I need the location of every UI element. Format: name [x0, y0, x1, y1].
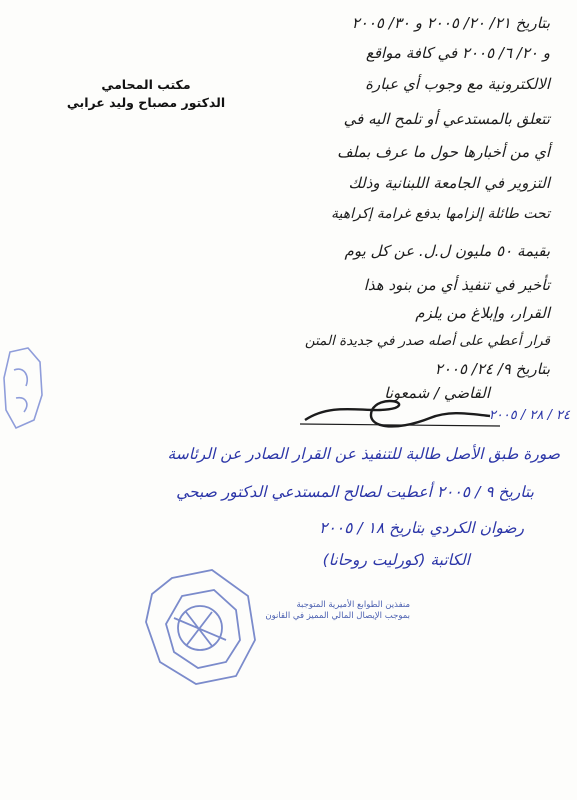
revenue-stamp-line: بموجب الإيصال المالي المميز في القانون: [265, 611, 410, 621]
clerk-name: الكاتبة (كورليت روحانا): [322, 551, 470, 569]
body-line: القرار، وإبلاغ من يلزم: [415, 304, 550, 322]
certification-line: رضوان الكردي بتاريخ ١٨ / ٢٠٠٥: [319, 519, 524, 537]
body-line: تحت طائلة إلزامها بدفع غرامة إكراهية: [331, 206, 550, 222]
body-line: الالكترونية مع وجوب أي عبارة: [365, 75, 550, 93]
body-line: التزوير في الجامعة اللبنانية وذلك: [348, 174, 550, 192]
body-line: و ٢٠/ ٦/ ٢٠٠٥ في كافة مواقع: [365, 44, 550, 62]
certification-line: صورة طبق الأصل طالبة للتنفيذ عن القرار الصادر عن الرئاسة: [167, 445, 560, 463]
body-line: أي من أخبارها حول ما عرف بملف: [337, 143, 550, 161]
body-line: تأخير في تنفيذ أي من بنود هذا: [363, 276, 550, 294]
body-line: بتاريخ ٩/ ٢٤/ ٢٠٠٥: [434, 360, 550, 378]
body-line: بقيمة ٥٠ مليون ل.ل. عن كل يوم: [344, 242, 550, 260]
revenue-stamp-text: [240, 600, 410, 622]
body-line: قرار أعطي على أصله صدر في جديدة المتن: [304, 333, 550, 349]
letterhead-lawyer-name: الدكتور مصباح وليد عرابي: [66, 95, 226, 110]
revenue-stamp-line: منفذين الطوابع الأميرية المتوجبة: [296, 600, 410, 610]
judge-name: القاضي / شمعونا: [384, 384, 490, 402]
date-note: ٢٤ / ٢٨ / ٢٠٠٥: [488, 408, 570, 423]
letterhead-office: مكتب المحامي: [101, 77, 191, 92]
body-line: بتاريخ ٢١/ ٢٠/ ٢٠٠٥ و ٣٠/ ٢٠٠٥: [351, 14, 550, 32]
body-line: تتعلق بالمستدعي أو تلمح اليه في: [343, 110, 550, 128]
certification-line: بتاريخ ٩ / ٢٠٠٥ أعطيت لصالح المستدعي الدكتور صبحي: [176, 483, 534, 501]
